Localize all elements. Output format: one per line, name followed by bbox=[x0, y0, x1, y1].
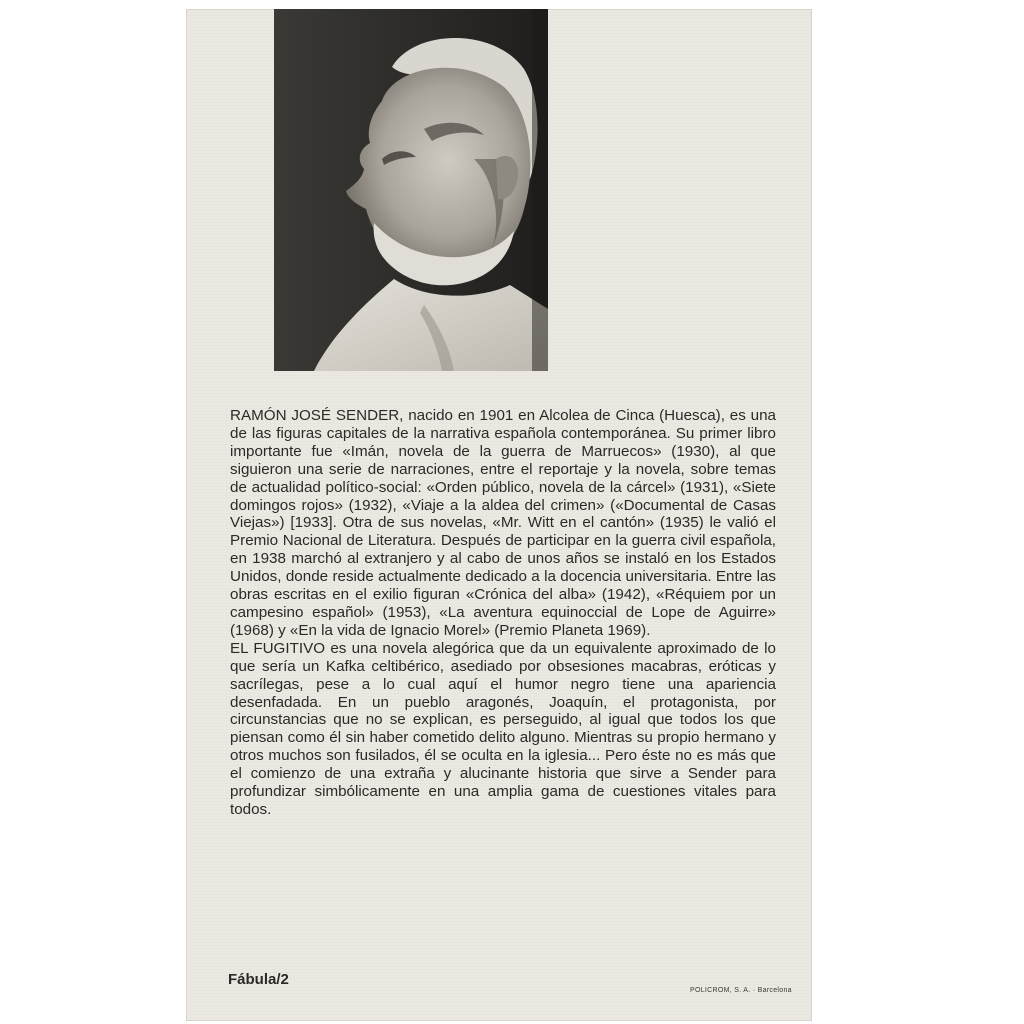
author-biography-paragraph: RAMÓN JOSÉ SENDER, nacido en 1901 en Alcolea de Cinca (Huesca), es una de las figuras capitales de la narrativa española contemporánea. Su primer libro importante fue «Imán, novela de la guerra de Marruecos» (1930), al que siguieron una serie de narraciones, entre el reportaje y la novela, sobre temas de actualidad político-social: «Orden público, novela de la cárcel» (1931), «Siete domingos rojos» (1932), «Viaje a la aldea del crimen» («Documental de Casas Viejas») [1933]. Otra de sus novelas, «Mr. Witt en el cantón» (1935) le valió el Premio Nacional de Literatura. Después de participar en la guerra civil española, en 1938 marchó al extranjero y al cabo de unos años se instaló en los Estados Unidos, donde reside actualmente dedicado a la docencia universitaria. Entre las obras escritas en el exilio figuran «Crónica del alba» (1942), «Réquiem por un campesino español» (1953), «La aventura equinoccial de Lope de Aguirre» (1968) y «En la vida de Ignacio Morel» (Premio Planeta 1969). bbox=[230, 407, 776, 639]
author-portrait-photo bbox=[274, 9, 548, 371]
author-portrait-illustration bbox=[274, 9, 548, 371]
author-biography-and-synopsis bbox=[230, 407, 776, 819]
book-synopsis-paragraph: EL FUGITIVO es una novela alegórica que da un equivalente aproximado de lo que sería un Kafka celtibérico, asediado por obsesiones macabras, eróticas y sacrílegas, pese a lo cual aquí el humor negro tiene una apariencia desenfadada. En un pueblo aragonés, Joaquín, el protagonista, por circunstancias que no se explican, es perseguido, al igual que todos los que piensan como él sin haber cometido delito alguno. Mientras su propio hermano y otros muchos son fusilados, él se oculta en la iglesia... Pero éste no es más que el comienzo de una extraña y alucinante historia que sirve a Sender para profundizar simbólicamente en una amplia gama de cuestiones vitales para todos. bbox=[230, 639, 776, 818]
printer-credit: POLICROM, S. A. · Barcelona bbox=[690, 987, 792, 994]
collection-label: Fábula/2 bbox=[228, 971, 289, 988]
book-back-cover bbox=[186, 9, 812, 1021]
